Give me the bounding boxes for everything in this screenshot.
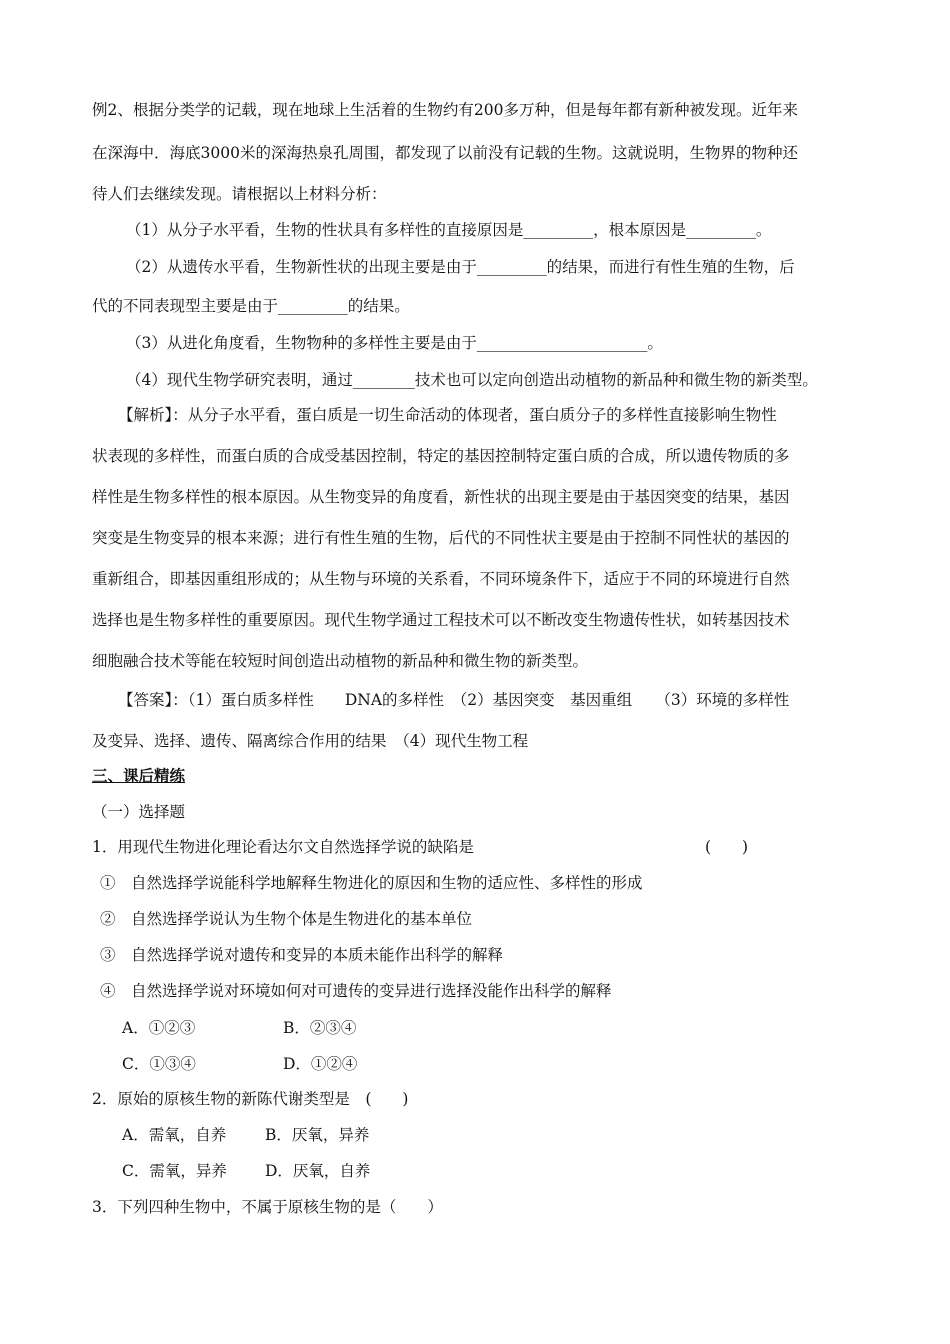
question-2-option-d: D．厌氧，自养 (265, 1162, 371, 1180)
question-1-option-c: C．①③④ (122, 1055, 196, 1073)
question-1-option-a: A．①②③ (122, 1019, 196, 1037)
question-1-option-d: D．①②④ (283, 1055, 358, 1073)
question-1-item-2: ② 自然选择学说认为生物个体是生物进化的基本单位 (100, 910, 473, 928)
question-2-option-c: C．需氧，异养 (122, 1162, 227, 1180)
analysis-line-6: 选择也是生物多样性的重要原因。现代生物学通过工程技术可以不断改变生物遗传性状，如转基因技术 (92, 611, 790, 629)
answer-line-2: 及变异、选择、遗传、隔离综合作用的结果 （4）现代生物工程 (92, 732, 529, 750)
question-2-stem: 2．原始的原核生物的新陈代谢类型是 ( ) (92, 1090, 409, 1108)
question-1-option-b: B．②③④ (283, 1019, 357, 1037)
question-1-answer-bracket: ( ) (705, 838, 749, 856)
example-line-3: 待人们去继续发现。请根据以上材料分析： (92, 185, 387, 203)
example-question-2: （2）从遗传水平看，生物新性状的出现主要是由于_________的结果，而进行有性生殖的生物，后 (126, 258, 795, 276)
analysis-line-7: 细胞融合技术等能在较短时间创造出动植物的新品种和微生物的新类型。 (92, 652, 589, 670)
section-subtitle: （一）选择题 (92, 803, 186, 821)
question-2-option-a: A．需氧，自养 (122, 1126, 227, 1144)
analysis-line-4: 突变是生物变异的根本来源；进行有性生殖的生物，后代的不同性状主要是由于控制不同性状的基因的 (92, 529, 790, 547)
question-2-option-b: B．厌氧，异养 (265, 1126, 370, 1144)
analysis-line-2: 状表现的多样性，而蛋白质的合成受基因控制，特定的基因控制特定蛋白质的合成，所以遗传物质的多 (92, 447, 790, 465)
question-1-item-4: ④ 自然选择学说对环境如何对可遗传的变异进行选择没能作出科学的解释 (100, 982, 612, 1000)
question-1-item-3: ③ 自然选择学说对遗传和变异的本质未能作出科学的解释 (100, 946, 504, 964)
example-line-1: 例2、根据分类学的记载，现在地球上生活着的生物约有200多万种，但是每年都有新种被发现。近年来 (92, 101, 798, 119)
example-line-2: 在深海中．海底3000米的深海热泉孔周围，都发现了以前没有记载的生物。这就说明，生物界的物种还 (92, 144, 798, 162)
question-3-stem: 3．下列四种生物中，不属于原核生物的是（ ） (92, 1198, 443, 1216)
example-question-1: （1）从分子水平看，生物的性状具有多样性的直接原因是_________，根本原因是_________。 (126, 221, 772, 239)
question-1-stem: 1．用现代生物进化理论看达尔文自然选择学说的缺陷是 (92, 838, 474, 856)
question-1-item-1: ① 自然选择学说能科学地解释生物进化的原因和生物的适应性、多样性的形成 (100, 874, 643, 892)
analysis-line-1: 【解析】：从分子水平看，蛋白质是一切生命活动的体现者，蛋白质分子的多样性直接影响生物性 (118, 406, 777, 424)
example-question-4: （4）现代生物学研究表明，通过________技术也可以定向创造出动植物的新品种和微生物的新类型。 (126, 371, 818, 389)
answer-line-1: 【答案】：（1）蛋白质多样性 DNA的多样性 （2）基因突变 基因重组 （3）环境的多样性 (118, 691, 790, 709)
section-title: 三、课后精练 (92, 767, 186, 785)
example-question-3: （3）从进化角度看，生物物种的多样性主要是由于______________________。 (126, 334, 663, 352)
analysis-line-5: 重新组合，即基因重组形成的；从生物与环境的关系看，不同环境条件下，适应于不同的环境进行自然 (92, 570, 790, 588)
analysis-line-3: 样性是生物多样性的根本原因。从生物变异的角度看，新性状的出现主要是由于基因突变的结果，基因 (92, 488, 790, 506)
example-question-2-cont: 代的不同表现型主要是由于_________的结果。 (92, 297, 410, 315)
